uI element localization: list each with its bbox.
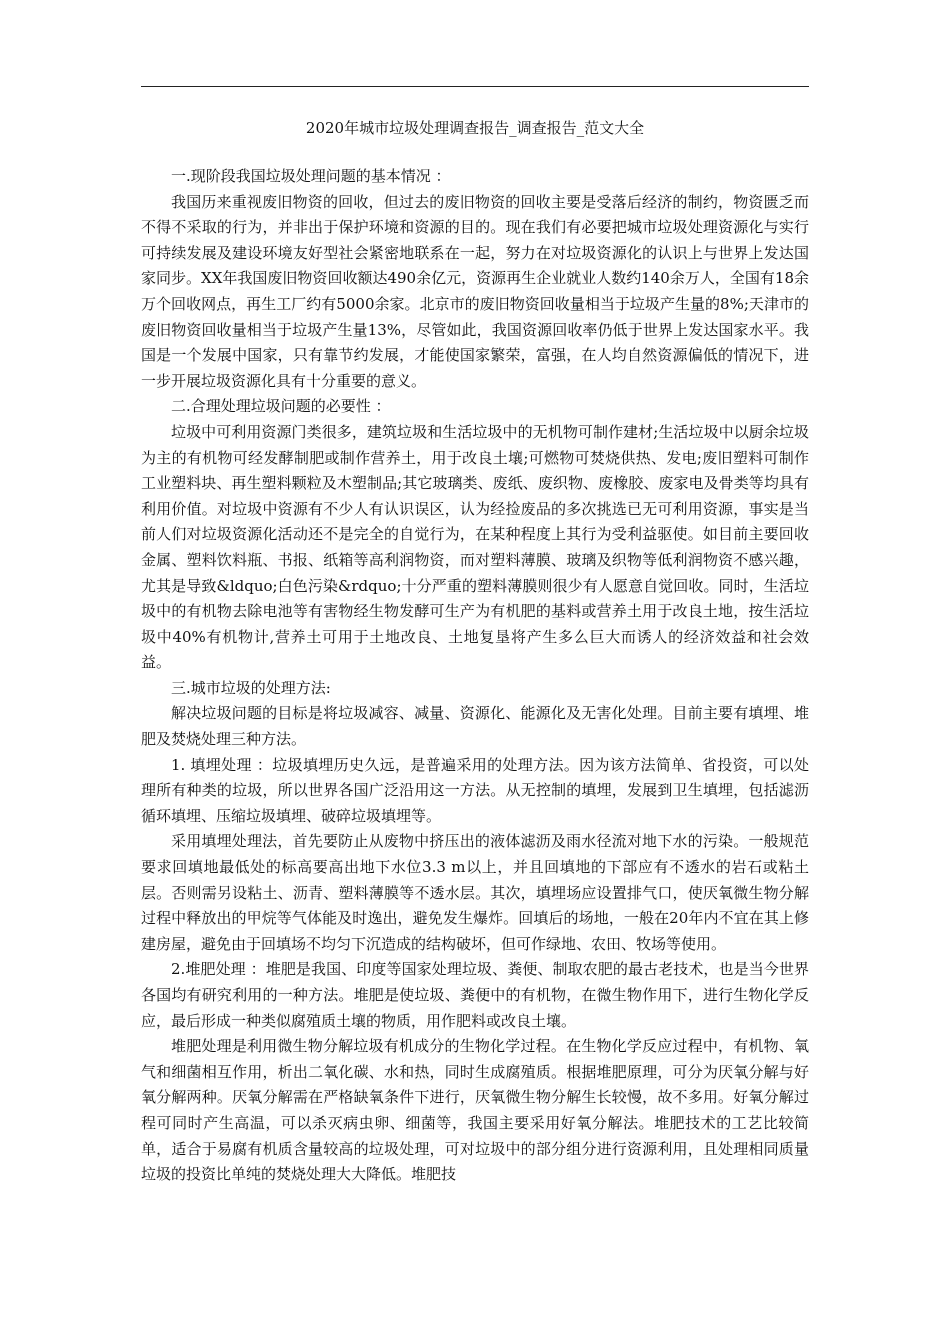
paragraph-recycling-status: 我国历来重视废旧物资的回收，但过去的废旧物资的回收主要是受落后经济的制约，物资匮乏而不得不采取的行为，并非出于保护环境和资源的目的。现在我们有必要把城市垃圾处理资源化与实行可持续发展及建设环境友好型社会紧密地联系在一起，努力在对垃圾资源化的认识上与世界上发达国家同步。XX年我国废旧物资回收额达490余亿元，资源再生企业就业人数约140余万人，全国有18余万个回收网点，再生工厂约有5000余家。北京市的废旧物资回收量相当于垃圾产生量的8%;天津市的废旧物资回收量相当于垃圾产生量13%，尽管如此，我国资源回收率仍低于世界上发达国家水平。我国是一个发展中国家，只有靠节约发展，才能使国家繁荣，富强，在人均自然资源偏低的情况下，进一步开展垃圾资源化具有十分重要的意义。 bbox=[141, 192, 809, 390]
header-rule bbox=[141, 86, 809, 87]
paragraph-landfill-details: 采用填埋处理法，首先要防止从废物中挤压出的液体滤沥及雨水径流对地下水的污染。一般规范要求回填地最低处的标高要高出地下水位3.3 m以上，并且回填地的下部应有不透水的岩石或粘土层。否则需另设粘土、沥青、塑料薄膜等不透水层。其次，填埋场应设置排气口，使厌氧微生物分解过程中释放出的甲烷等气体能及时逸出，避免发生爆炸。回填后的场地，一般在20年内不宜在其上修建房屋，避免由于回填场不均匀下沉造成的结构破坏，但可作绿地、农田、牧场等使用。 bbox=[141, 832, 809, 953]
paragraph-landfill-intro: 1. 填埋处理 ：垃圾填埋历史久远，是普遍采用的处理方法。因为该方法简单、省投资，可以处理所有种类的垃圾，所以世界各国广泛沿用这一方法。从无控制的填埋，发展到卫生填埋，包括滤沥循环填埋、压缩垃圾填埋、破碎垃圾填埋等。 bbox=[141, 755, 809, 825]
paragraph-resource-value: 垃圾中可利用资源门类很多，建筑垃圾和生活垃圾中的无机物可制作建材;生活垃圾中以厨余垃圾为主的有机物可经发酵制肥或制作营养土，用于改良土壤;可燃物可焚烧供热、发电;废旧塑料可制作工业塑料块、再生塑料颗粒及木塑制品;其它玻璃类、废纸、废织物、废橡胶、废家电及骨类等均具有利用价值。对垃圾中资源有不少人有认识误区，认为经捡废品的多次挑选已无可利用资源，事实是当前人们对垃圾资源化活动还不是完全的自觉行为，在某种程度上其行为受利益驱使。如目前主要回收金属、塑料饮料瓶、书报、纸箱等高利润物资，而对塑料薄膜、玻璃及织物等低利润物资不感兴趣，尤其是导致&ldquo;白色污染&rdquo;十分严重的塑料薄膜则很少有人愿意自觉回收。同时，生活垃圾中的有机物去除电池等有害物经生物发酵可生产为有机肥的基料或营养土用于改良土地，按生活垃圾中40%有机物计,营养土可用于土地改良、土地复垦将产生多么巨大而诱人的经济效益和社会效益。 bbox=[141, 422, 809, 672]
paragraph-compost-details: 堆肥处理是利用微生物分解垃圾有机成分的生物化学过程。在生物化学反应过程中，有机物、氧气和细菌相互作用，析出二氧化碳、水和热，同时生成腐殖质。根据堆肥原理，可分为厌氧分解与好氧分解两种。厌氧分解需在严格缺氧条件下进行，厌氧微生物分解生长较慢，故不多用。好氧分解过程可同时产生高温，可以杀灭病虫卵、细菌等，我国主要采用好氧分解法。堆肥技术的工艺比较简单，适合于易腐有机质含量较高的垃圾处理，可对垃圾中的部分组分进行资源利用，且处理相同质量垃圾的投资比单纯的焚烧处理大大降低。堆肥技 bbox=[141, 1037, 809, 1184]
section-heading-3: 三.城市垃圾的处理方法: bbox=[171, 678, 331, 697]
paragraph-treatment-goals: 解决垃圾问题的目标是将垃圾减容、减量、资源化、能源化及无害化处理。目前主要有填埋、堆肥及焚烧处理三种方法。 bbox=[141, 704, 809, 749]
document-body bbox=[141, 164, 809, 1188]
paragraph-compost-intro: 2.堆肥处理 ：堆肥是我国、印度等国家处理垃圾、粪便、制取农肥的最古老技术，也是当今世界各国均有研究利用的一种方法。堆肥是使垃圾、粪便中的有机物，在微生物作用下，进行生物化学反应，最后形成一种类似腐殖质土壤的物质，用作肥料或改良土壤。 bbox=[141, 960, 809, 1030]
document-title: 2020年城市垃圾处理调查报告_调查报告_范文大全 bbox=[305, 119, 645, 137]
section-heading-1: 一.现阶段我国垃圾处理问题的基本情况 ： bbox=[171, 167, 451, 185]
section-heading-2: 二.合理处理垃圾问题的必要性 ： bbox=[171, 397, 391, 416]
